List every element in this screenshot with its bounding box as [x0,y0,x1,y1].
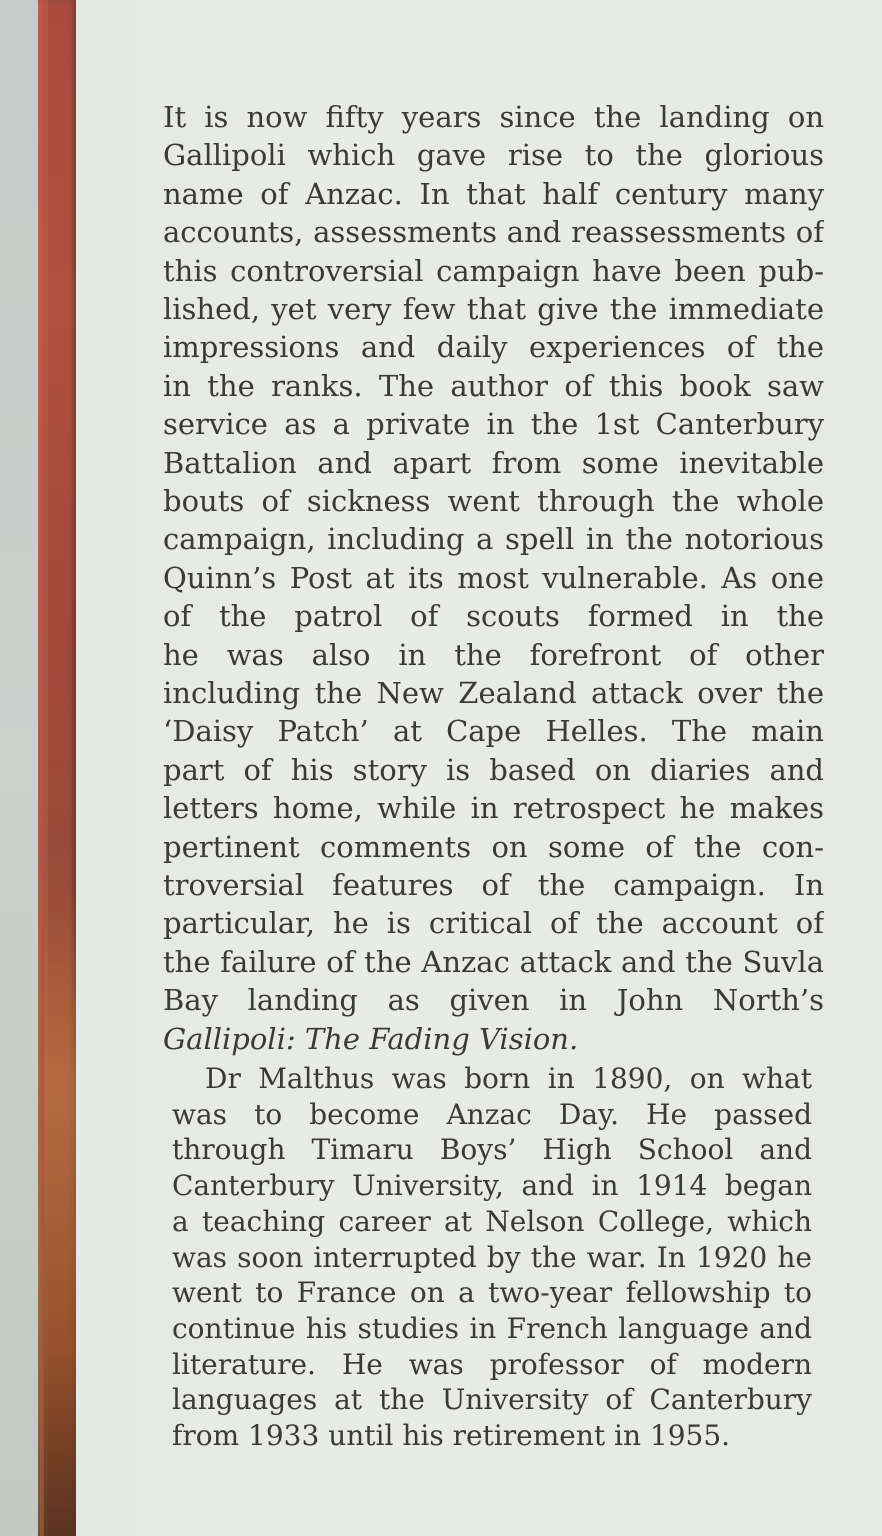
text-line: Quinn’s Post at its most vulnerable. As one [163,560,824,595]
text-line: a teaching career at Nelson College, which [172,1204,812,1238]
text-line: Bay landing as given in John North’s [163,983,824,1018]
text-line: ‘Daisy Patch’ at Cape Helles. The main [163,714,824,749]
text-line: including the New Zealand attack over the [163,676,824,710]
text-line: was to become Anzac Day. He passed [172,1097,812,1131]
text-line: literature. He was professor of modern [172,1347,812,1381]
book-title-reference: Gallipoli: The Fading Vision. [163,1021,579,1056]
text-line: Dr Malthus was born in 1890, on what [205,1062,812,1095]
text-line: this controversial campaign have been pub- [163,253,824,288]
text-line: from 1933 until his retirement in 1955. [172,1419,731,1452]
text-line: the failure of the Anzac attack and the Suvla [163,944,824,979]
text-line: through Timaru Boys’ High School and [172,1133,812,1167]
text-line: accounts, assessments and reassessments of [163,215,824,250]
text-line: It is now fifty years since the landing on [163,100,824,134]
text-line: service as a private in the 1st Canterbury [163,407,824,442]
text-line: Battalion and apart from some inevitable [163,445,824,480]
text-line: in the ranks. The author of this book saw [163,368,824,403]
text-line: campaign, including a spell in the notorious [163,522,824,557]
text-line: part of his story is based on diaries and [163,752,824,787]
text-line: bouts of sickness went through the whole [163,484,824,518]
text-line: impressions and daily experiences of the [163,330,824,365]
text-line: pertinent comments on some of the con- [163,829,824,864]
text-line: lished, yet very few that give the immediate [163,292,824,326]
text-line: particular, he is critical of the account of [163,906,824,941]
text-line: was soon interrupted by the war. In 1920 he [172,1240,812,1274]
text-line: Gallipoli which gave rise to the glorious [163,138,824,173]
text-line: troversial features of the campaign. In [163,868,824,902]
text-line: name of Anzac. In that half century many [163,176,824,211]
text-line: letters home, while in retrospect he makes [163,791,824,826]
text-line: languages at the University of Canterbury [172,1383,812,1417]
text-line: went to France on a two-year fellowship to [172,1276,812,1310]
text-line: continue his studies in French language and [172,1311,812,1345]
text-line: Canterbury University, and in 1914 began [172,1169,812,1203]
text-line: of the patrol of scouts formed in the [163,599,824,634]
text-line: he was also in the forefront of other [163,637,824,672]
